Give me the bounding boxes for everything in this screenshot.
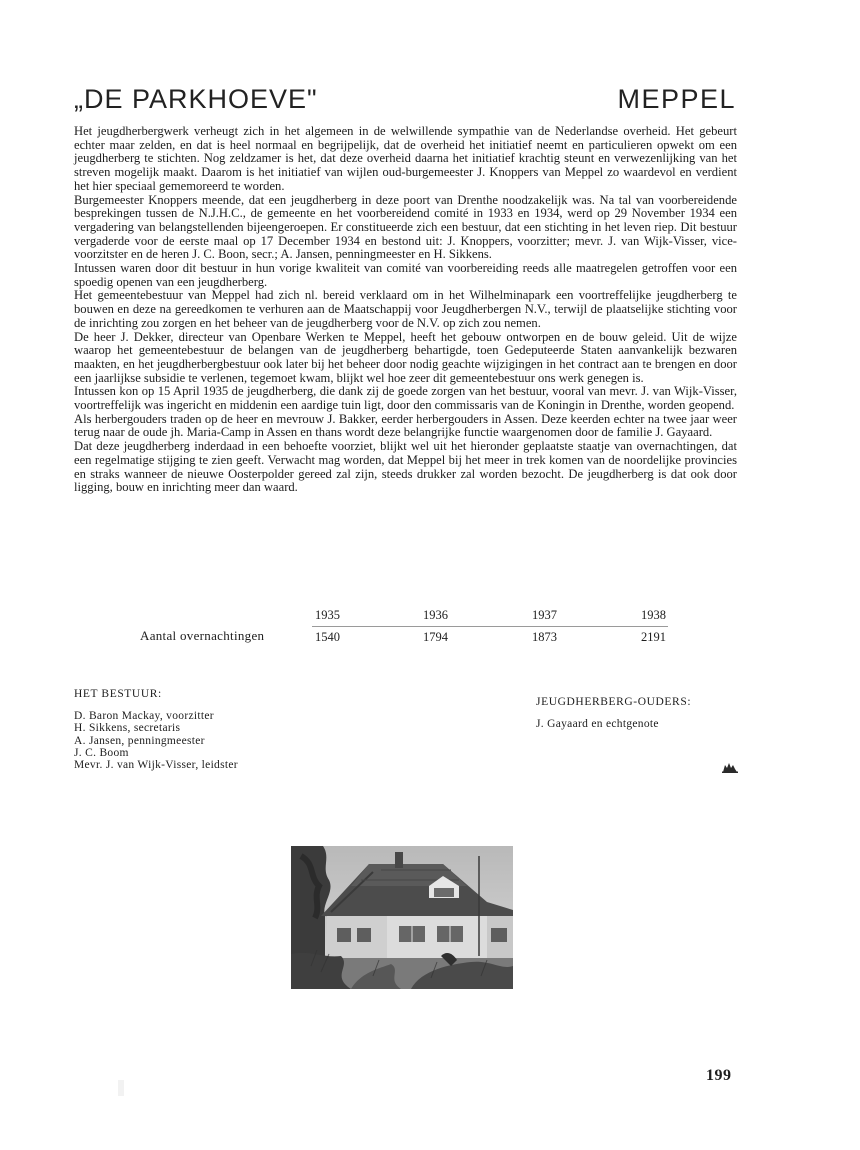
paragraph: Intussen waren door dit bestuur in hun vorige kwaliteit van comité van voorbereiding reeds alle maatregelen getroffen voor een spoedig openen van een jeugdherberg. <box>74 261 737 289</box>
year-header: 1938 <box>641 608 666 622</box>
year-header: 1936 <box>423 608 448 622</box>
board-heading: HET BESTUUR: <box>74 688 162 700</box>
row-label: Aantal overnachtingen <box>140 628 265 643</box>
paragraph: Het jeugdherbergwerk verheugt zich in het algemeen in de welwillende sympathie van de Nederlandse overheid. Het gebeurt echter maar zelden, en dat is heel normaal en begrijpelijk, dat de overheid het initiatief neemt en particulieren opwekt om een jeugdherberg te stichten. Nog zeldzamer is het, dat deze overheid daarna het initiatief krachtig steunt en verwezenlijking van het streven mogelijk maakt. Daarom is het initiatief van wijlen oud-burgemeester J. Knoppers van Meppel zo waardevol en verdient het hier speciaal gememoreerd te worden. <box>74 124 737 193</box>
stat-value: 2191 <box>641 630 666 644</box>
board-member: H. Sikkens, secretaris <box>74 722 181 735</box>
parents-heading: JEUGDHERBERG-OUDERS: <box>536 696 692 708</box>
stat-value: 1540 <box>315 630 340 644</box>
paragraph: Als herbergouders traden op de heer en mevrouw J. Bakker, eerder herbergouders in Assen. Deze keerden echter na twee jaar weer terug naar de oude jh. Maria-Camp in Assen en thans wordt deze belangrijke functie waargenomen door de familie J. Gayaard. <box>74 411 737 440</box>
paragraph: Dat deze jeugdherberg inderdaad in een behoefte voorziet, blijkt wel uit het hieronder geplaatste staatje van overnachtingen, dat een regelmatige stijging te zien geeft. Verwacht mag worden, dat Meppel bij het meer in trek komen van de noordelijke provincies en straks wanneer de nieuwe Oosterpolder gereed zal zijn, steeds drukker zal worden bezocht. De jeugdherberg is dat ook door ligging, bouw en inrichting meer dan waard. <box>74 439 737 495</box>
board-members <box>74 710 238 771</box>
location-title: MEPPEL <box>617 84 736 114</box>
emblem-icon <box>722 760 738 772</box>
hostel-parents-section <box>536 696 691 730</box>
board-member: A. Jansen, penningmeester <box>74 734 205 747</box>
article-body <box>74 125 737 495</box>
year-header: 1937 <box>532 608 557 622</box>
parents-members <box>536 718 691 730</box>
page-title: „DE PARKHOEVE" <box>74 84 318 114</box>
scan-artifact <box>118 1080 124 1096</box>
page-number: 199 <box>706 1067 732 1084</box>
table-rule <box>312 626 668 627</box>
board-member: J. C. Boom <box>74 746 129 759</box>
paragraph: Intussen kon op 15 April 1935 de jeugdherberg, die dank zij de goede zorgen van het bestuur, vooral van mevr. J. van Wijk-Visser, voortreffelijk was ingericht en middenin een aardige tuin ligt, door den commissaris van de Koningin in Drenthe, worden geopend. <box>74 384 737 413</box>
parent-entry: J. Gayaard en echtgenote <box>536 718 659 730</box>
year-header: 1935 <box>315 608 340 622</box>
paragraph: De heer J. Dekker, directeur van Openbare Werken te Meppel, heeft het gebouw ontworpen en de bouw geleid. Uit de wijze waarop het gemeentebestuur de belangen van de jeugdherberg behartigde, toen Gedeputeerde Staten aanvankelijk bezwaren maakten, en het jeugdherbergbestuur ook later bij het beheer door nodig geachte wijzigingen in het contract aan te brengen en door een jaarlijkse subsidie te verlenen, tegemoet kwam, blijkt wel hoe zeer dit gemeentebestuur ons werk genegen is. <box>74 329 737 385</box>
paragraph: Het gemeentebestuur van Meppel had zich nl. bereid verklaard om in het Wilhelminapark een voortreffelijke jeugdherberg te bouwen en deze na gereedkomen te verhuren aan de Maatschappij voor Jeugdherbergen N.V., terwijl de plaatselijke stichting voor de inrichting zou zorgen en het beheer van de jeugdherberg voor de N.V. op zich zou nemen. <box>74 288 737 330</box>
board-member: Mevr. J. van Wijk-Visser, leidster <box>74 759 238 772</box>
house-photo <box>291 846 513 989</box>
board-member: D. Baron Mackay, voorzitter <box>74 710 214 722</box>
paragraph: Burgemeester Knoppers meende, dat een jeugdherberg in deze poort van Drenthe noodzakelijk was. Na tal van voorbereidende besprekingen tussen de N.J.H.C., de gemeente en het voorbereidend comité in 1933 en 1934, werd op 29 November 1934 een vergadering van belangstellenden bijeengeroepen. Er constitueerde zich een bestuur, dat een stichting in het leven riep. Dit bestuur vergaderde voor de eerste maal op 17 December 1934 en bestond uit: J. Knoppers, voorzitter; mevr. J. van Wijk-Visser, vice-voorzitster en de heren J. C. Boon, secr.; A. Jansen, penningmeester en H. Sikkens. <box>74 192 737 262</box>
stat-value: 1873 <box>532 630 557 644</box>
board-section <box>74 688 238 771</box>
stat-value: 1794 <box>423 630 448 644</box>
